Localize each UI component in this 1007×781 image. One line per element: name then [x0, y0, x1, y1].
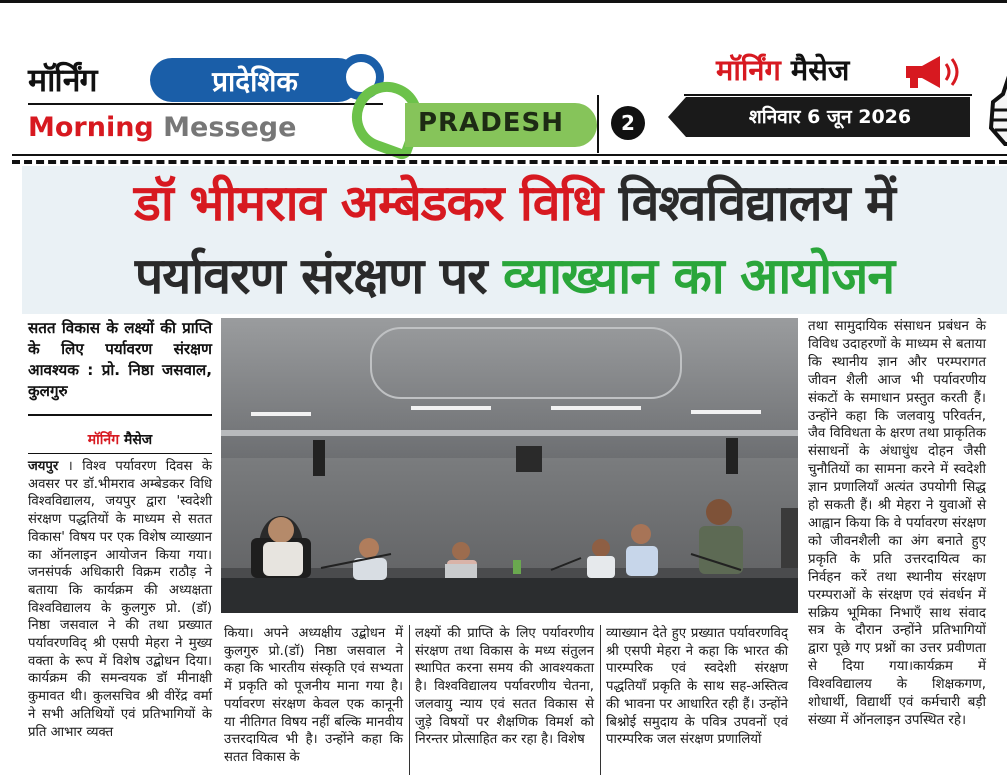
headline-line-1: [22, 172, 1007, 234]
byline-rule: [28, 453, 212, 454]
article-column-2: किया। अपने अध्यक्षीय उद्बोधन में कुलगुरु प्रो.(डॉ) निष्ठा जसवाल ने कहा कि भारतीय संस्कृति एवं सभ्यता में प्रकृति को पूजनीय माना गया है। पर्यावरण संरक्षण केवल एक कानूनी या नीतिगत विषय नहीं बल्कि मानवीय उत्तरदायित्व भी है। उन्होंने कहा कि सतत विकास के: [224, 626, 403, 765]
date-band-topline: [684, 94, 972, 96]
brand-part1: मॉर्निंग: [716, 53, 781, 87]
article-column-3: लक्ष्यों की प्राप्ति के लिए पर्यावरणीय संरक्षण तथा विकास के मध्य संतुलन स्थापित करना समय की आवश्यकता है। विश्वविद्यालय पर्यावरणीय चेतना, जलवायु न्याय एवं सतत विकास से जुड़े विषयों पर शैक्षणिक विमर्श को निरन्तर प्रोत्साहित कर रहा है। विशेष: [415, 626, 594, 748]
article-column-1: [28, 458, 212, 741]
sub-headline-rule: [28, 414, 212, 416]
masthead-english-part2: Messege: [163, 112, 297, 143]
article-column-4: व्याख्यान देते हुए प्रख्यात पर्यावरणविद् श्री एसपी मेहरा ने कहा कि भारत की पारम्परिक एवं स्वदेशी संरक्षण पद्धतियाँ प्रकृति के साथ सह-अस्तित्व की भावना पर आधारित रही हैं। उन्होंने बिश्नोई समुदाय के पवित्र उपवनों एवं पारम्परिक जल संरक्षण प्रणालियों: [606, 626, 788, 748]
masthead-rule: [12, 154, 1007, 156]
masthead-english-title: [28, 112, 296, 143]
byline-part1: मॉर्निंग: [87, 432, 120, 448]
event-photo: [221, 318, 798, 613]
hand-graphic-icon: [975, 58, 1007, 148]
byline: [28, 430, 212, 449]
section-english-label: PRADESH: [418, 108, 565, 138]
column-divider: [409, 625, 410, 775]
column-divider: [600, 625, 601, 775]
issue-date: शनिवार 6 जून 2026: [748, 106, 912, 128]
page-number-badge: 2: [611, 106, 645, 140]
byline-part2: मैसेज: [123, 432, 153, 448]
article-dateline: जयपुर: [28, 459, 59, 474]
top-border: [0, 0, 1007, 3]
headline-black-part-2: पर्यावरण संरक्षण पर: [134, 247, 487, 305]
masthead-english-part1: Morning: [28, 112, 154, 143]
sub-headline: सतत विकास के लक्ष्यों की प्राप्ति के लिए पर्यावरण संरक्षण आवश्यक : प्रो. निष्ठा जसवाल, कुलगुरु: [28, 319, 212, 400]
headline-black-part: विश्वविद्यालय में: [618, 174, 895, 232]
masthead-underline: [28, 103, 383, 105]
headline-green-part: व्याख्यान का आयोजन: [503, 247, 895, 305]
masthead-devanagari-title: मॉर्निंग: [28, 61, 97, 99]
section-hindi-label: प्रादेशिक: [212, 65, 298, 98]
headline-line-2: [22, 245, 1007, 307]
megaphone-icon: [900, 52, 968, 92]
headline-red-part: डॉ भीमराव अम्बेडकर विधि: [134, 174, 603, 232]
masthead-divider: [597, 95, 599, 153]
article-column-1-text: । विश्व पर्यावरण दिवस के अवसर पर डॉ.भीमराव अम्बेडकर विधि विश्वविद्यालय, जयपुर द्वारा 'स्वदेशी संरक्षण पद्धतियों के माध्यम से सतत विकास' विषय पर एक विशेष व्याख्यान का ऑनलाइन आयोजन किया गया। जनसंपर्क अधिकारी विक्रम राठौड़ ने बताया कि कार्यक्रम की अध्यक्षता विश्वविद्यालय के कुलगुरु प्रो. (डॉ) निष्ठा जसवाल ने की तथा प्रख्यात पर्यावरणविद् श्री एसपी मेहरा ने मुख्य वक्ता के रूप में विशेष उद्बोधन दिया। कार्यक्रम की समन्वयक डॉ मीनाक्षी कुमावत थी। कुलसचिव श्री वीरेंद्र वर्मा ने सभी अतिथियों एवं प्रतिभागियों के प्रति आभार व्यक्त: [28, 459, 212, 740]
brand-part2: मैसेज: [790, 53, 850, 87]
article-column-5: तथा सामुदायिक संसाधन प्रबंधन के विविध उदाहरणों के माध्यम से बताया कि स्थानीय ज्ञान और परम्परागत जीवन शैली आज भी पर्यावरणीय संकटों के समाधान प्रस्तुत करती हैं। उन्होंने कहा कि जलवायु परिवर्तन, जैव विविधता के क्षरण तथा प्राकृतिक संसाधनों के अंधाधुंध दोहन जैसी चुनौतियों का सामना करने में स्वदेशी ज्ञान प्रणालियाँ अत्यंत उपयोगी सिद्ध हो सकती हैं। श्री मेहरा ने युवाओं से आह्वान किया कि वे पर्यावरण संरक्षण को जीवनशैली का अंग बनाते हुए प्रकृति के प्रति उत्तरदायित्व का निर्वहन करें तथा स्थानीय संरक्षण परम्पराओं के संरक्षण एवं संवर्धन में सक्रिय भूमिका निभाएँ साथ संवाद सत्र के दौरान उन्होंने प्रतिभागियों द्वारा पूछे गए प्रश्नों का उत्तर प्रवीणता से दिया गया।कार्यक्रम में विश्वविद्यालय के शिक्षकगण, शोधार्थी, विद्यार्थी एवं कर्मचारी बड़ी संख्या में ऑनलाइन उपस्थित रहे।: [808, 319, 986, 728]
brand-logo-text: [716, 50, 849, 89]
masthead-dashed-rule: [12, 160, 1007, 164]
